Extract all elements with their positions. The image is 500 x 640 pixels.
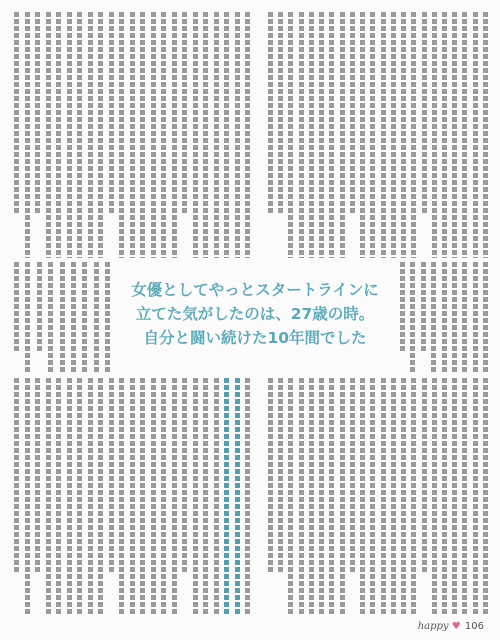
text-column	[483, 262, 488, 372]
text-column	[105, 262, 110, 372]
text-column	[151, 12, 156, 258]
text-column	[48, 262, 53, 372]
text-column	[400, 262, 405, 352]
text-column	[401, 378, 406, 616]
text-column	[299, 12, 304, 258]
text-column	[278, 378, 283, 573]
text-column	[140, 12, 145, 258]
text-column	[245, 12, 250, 258]
text-column	[182, 378, 187, 573]
text-column	[224, 378, 229, 616]
text-column	[350, 378, 355, 573]
text-column	[442, 378, 447, 616]
text-column	[370, 12, 375, 258]
text-column	[235, 378, 240, 616]
text-column	[67, 12, 72, 258]
text-column	[421, 262, 426, 352]
text-column	[309, 12, 314, 258]
text-column	[462, 12, 467, 258]
body-text-columns-top-right	[268, 12, 488, 258]
text-column	[442, 262, 447, 372]
text-column	[67, 378, 72, 616]
text-column	[288, 12, 293, 258]
text-column	[151, 378, 156, 616]
text-column	[14, 378, 19, 573]
body-text-columns-top-left	[14, 12, 250, 258]
text-column	[278, 12, 283, 214]
text-column	[35, 12, 40, 214]
text-column	[309, 378, 314, 616]
text-column	[410, 262, 415, 372]
pull-quote-line-3: 自分と闘い続けた10年間でした	[143, 329, 367, 347]
text-column	[98, 378, 103, 616]
text-column	[193, 378, 198, 616]
text-column	[360, 378, 365, 616]
text-column	[214, 378, 219, 616]
body-text-columns-bottom-right	[268, 378, 488, 616]
pull-quote-line-2: 立てた気がしたのは、27歳の時。	[135, 305, 375, 323]
text-column	[473, 262, 478, 372]
text-column	[37, 262, 42, 352]
text-column	[340, 12, 345, 258]
text-column	[25, 378, 30, 616]
text-column	[422, 378, 427, 573]
text-column	[46, 12, 51, 258]
text-column	[14, 262, 19, 352]
text-column	[411, 378, 416, 616]
text-column	[452, 262, 457, 372]
text-column	[203, 378, 208, 616]
body-text-columns-middle-left	[14, 262, 110, 372]
text-column	[391, 12, 396, 258]
text-column	[203, 12, 208, 258]
text-column	[172, 378, 177, 616]
text-column	[462, 262, 467, 372]
text-column	[473, 12, 478, 258]
text-column	[71, 262, 76, 372]
page-folio	[418, 621, 484, 632]
text-column	[88, 378, 93, 616]
text-column	[25, 12, 30, 258]
page-number: 106	[464, 621, 484, 632]
text-column	[473, 378, 478, 616]
text-column	[329, 378, 334, 616]
text-column	[360, 12, 365, 258]
text-column	[140, 378, 145, 616]
text-column	[483, 12, 488, 258]
text-column	[401, 12, 406, 258]
text-column	[182, 12, 187, 214]
text-column	[452, 12, 457, 258]
text-column	[56, 12, 61, 258]
heart-icon: ♥	[451, 621, 461, 632]
text-column	[370, 378, 375, 616]
text-column	[268, 378, 273, 573]
text-column	[109, 12, 114, 214]
body-text-columns-middle-right	[400, 262, 488, 372]
text-column	[130, 378, 135, 616]
pull-quote-line-1: 女優としてやっとスタートラインに	[131, 281, 379, 299]
text-column	[130, 12, 135, 258]
text-column	[319, 378, 324, 616]
text-column	[391, 378, 396, 616]
text-column	[94, 262, 99, 372]
text-column	[119, 12, 124, 258]
text-column	[288, 378, 293, 616]
text-column	[77, 12, 82, 258]
text-column	[214, 12, 219, 258]
text-column	[82, 262, 87, 372]
text-column	[483, 378, 488, 616]
text-column	[14, 12, 19, 214]
text-column	[381, 378, 386, 616]
text-column	[432, 378, 437, 616]
text-column	[193, 12, 198, 258]
text-column	[88, 12, 93, 258]
text-column	[329, 12, 334, 258]
text-column	[161, 12, 166, 258]
text-column	[119, 378, 124, 616]
text-column	[56, 378, 61, 616]
text-column	[299, 378, 304, 616]
pull-quote	[120, 278, 390, 350]
text-column	[172, 12, 177, 258]
text-column	[25, 262, 30, 372]
text-column	[411, 12, 416, 258]
text-column	[98, 12, 103, 258]
text-column	[350, 12, 355, 214]
text-column	[442, 12, 447, 258]
text-column	[431, 262, 436, 372]
text-column	[235, 12, 240, 258]
text-column	[432, 12, 437, 258]
text-column	[422, 12, 427, 214]
text-column	[35, 378, 40, 573]
body-text-columns-bottom-left	[14, 378, 250, 616]
text-column	[268, 12, 273, 214]
text-column	[245, 378, 250, 616]
text-column	[60, 262, 65, 372]
text-column	[224, 12, 229, 258]
text-column	[319, 12, 324, 258]
text-column	[340, 378, 345, 616]
text-column	[381, 12, 386, 258]
text-column	[462, 378, 467, 616]
text-column	[161, 378, 166, 616]
text-column	[109, 378, 114, 573]
text-column	[77, 378, 82, 616]
text-column	[46, 378, 51, 616]
folio-brand: happy	[417, 621, 449, 632]
text-column	[452, 378, 457, 616]
